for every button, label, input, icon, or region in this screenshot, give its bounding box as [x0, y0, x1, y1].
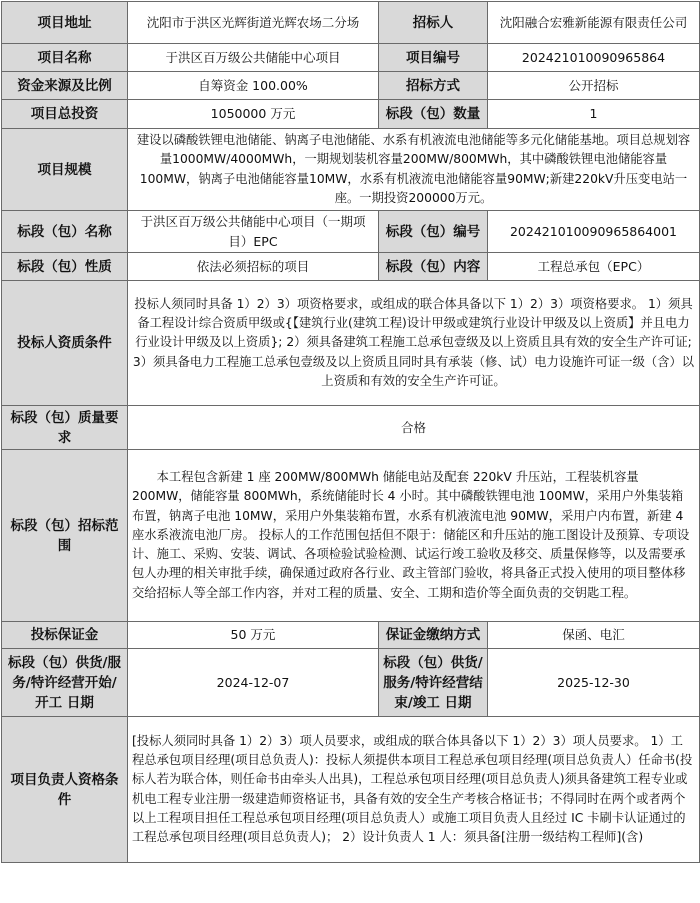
end-date-label: 标段（包）供货/服务/特许经营结束/竣工 日期 [379, 649, 488, 717]
section-code-value: 2024210100909658​64001 [488, 211, 700, 253]
project-name-label: 项目名称 [2, 44, 128, 72]
section-content-value: 工程总承包（EPC） [488, 253, 700, 281]
start-date-label: 标段（包）供货/服务/特许经营开始/开工 日期 [2, 649, 128, 717]
total-investment-label: 项目总投资 [2, 100, 128, 129]
row-qualification [2, 281, 700, 406]
section-nature-value: 依法必须招标的项目 [128, 253, 379, 281]
quality-requirement-label: 标段（包）质量要求 [2, 406, 128, 450]
row-section-nature-content [2, 253, 700, 281]
bond-payment-method-value: 保函、电汇 [488, 622, 700, 649]
project-code-label: 项目编号 [379, 44, 488, 72]
bidder-qualification-value: 投标人须同时具备 1）2）3）项资格要求，或组成的联合体具备以下 1）2）3）项资格要求。 1）须具备工程设计综合资质甲级或{【建筑行业(建筑工程)设计甲级或建筑行业设计甲级及以上资质】并且电力行业设计甲级及以上资质}; 2）须具备建筑工程施工总承包壹级及以上资质且具有效的安全生产许可证; 3）须具备电力工程施工总承包壹级及以上资质且同时具有承装（修、试）电力设施许可证一级（含）以上资质和有效的安全生产许可证。 [128, 281, 700, 406]
fund-source-label: 资金来源及比例 [2, 72, 128, 100]
project-scale-label: 项目规模 [2, 129, 128, 211]
section-content-label: 标段（包）内容 [379, 253, 488, 281]
row-quality [2, 406, 700, 450]
project-location-value: 沈阳市于洪区光辉街道光辉农场二分场 [128, 2, 379, 44]
bid-bond-value: 50 万元 [128, 622, 379, 649]
row-manager [2, 717, 700, 863]
tender-scope-label: 标段（包）招标范围 [2, 450, 128, 622]
project-scale-value: 建设以磷酸铁锂电池储能、钠离子电池储能、水系有机液流电池储能等多元化储能基地。项目总规划容量1000MW/4000MWh，一期规划装机容量200MW/800MWh，其中磷酸铁锂电池储能容量100MW，钠离子电池储能容量10MW，水系有机液流电池储能容量90MW;新建220kV升压变电站一座。一期投资200000万元。 [128, 129, 700, 211]
bidder-qualification-label: 投标人资质条件 [2, 281, 128, 406]
row-investment-count [2, 100, 700, 129]
section-name-value: 于洪区百万级公共储能中心项目（一期项目）EPC [128, 211, 379, 253]
tender-method-label: 招标方式 [379, 72, 488, 100]
end-date-value: 2025-12-30 [488, 649, 700, 717]
tenderer-label: 招标人 [379, 2, 488, 44]
section-name-label: 标段（包）名称 [2, 211, 128, 253]
section-nature-label: 标段（包）性质 [2, 253, 128, 281]
total-investment-value: 1050000 万元 [128, 100, 379, 129]
tender-scope-value: 本工程包含新建 1 座 200MW/800MWh 储能电站及配套 220kV 升压站，工程装机容量200MW，储能容量 800MWh，系统储能时长 4 小时。其中磷酸铁锂电池 100MW，采用户外集装箱布置，钠离子电池 10MW，采用户外集装箱布置，水系有机液流电池 90MW，采用户内布置，新建 4 座水系液流电池厂房。 投标人的工作范围包括但不限于：储能区和升压站的施工图设计及预算、专项设计、施工、采购、安装、调试、各项检验试验检测、试运行竣工验收及移交、质量保修等，以及需要承包人办理的相关审批手续，确保通过政府各行业、政主管部门验收，将具备正式投入使用的项目整体移交给招标人等全部工作内容，并对工程的质量、安全、工期和造价等全面负责的交钥匙工程。 [132, 469, 690, 600]
row-dates [2, 649, 700, 717]
row-section-name-code [2, 211, 700, 253]
project-manager-qualification-value: [投标人须同时具备 1）2）3）项人员要求，或组成的联合体具备以下 1）2）3）项人员要求。 1）工程总承包项目经理(项目总负责人)：投标人须提供本项目工程总承包项目经理(项目总负责人）任命书(投标人若为联合体，则任命书由牵头人出具)，工程总承包项目经理(项目总负责人)须具备建筑工程专业或机电工程专业注册一级建造师资格证书，具备有效的安全生产考核合格证书；不得同时在两个或者两个以上工程项目担任工程总承包项目经理(项目总负责人）或施工项目负责人且经过 IC 卡刷卡认证通过的工程总承包项目经理(项目总负责人)； 2）设计负责人 1 人：须具备[注册一级结构工程师](含) [132, 733, 693, 845]
row-location-tenderer [2, 2, 700, 44]
section-count-label: 标段（包）数量 [379, 100, 488, 129]
quality-requirement-value: 合格 [128, 406, 700, 450]
project-name-value: 于洪区百万级公共储能中心项目 [128, 44, 379, 72]
fund-source-value: 自筹资金 100.00% [128, 72, 379, 100]
tender-method-value: 公开招标 [488, 72, 700, 100]
start-date-value: 2024-12-07 [128, 649, 379, 717]
row-fund-method [2, 72, 700, 100]
row-scope [2, 450, 700, 622]
row-name-code [2, 44, 700, 72]
row-bond [2, 622, 700, 649]
project-location-label: 项目地址 [2, 2, 128, 44]
section-count-value: 1 [488, 100, 700, 129]
bond-payment-method-label: 保证金缴纳方式 [379, 622, 488, 649]
bid-bond-label: 投标保证金 [2, 622, 128, 649]
project-info-table [1, 1, 700, 863]
section-code-label: 标段（包）编号 [379, 211, 488, 253]
row-scale [2, 129, 700, 211]
project-manager-qualification-label: 项目负责人资格条件 [2, 717, 128, 863]
tenderer-value: 沈阳融合宏雅新能源有限责任公司 [488, 2, 700, 44]
project-code-value: 2024210100909658​64 [488, 44, 700, 72]
